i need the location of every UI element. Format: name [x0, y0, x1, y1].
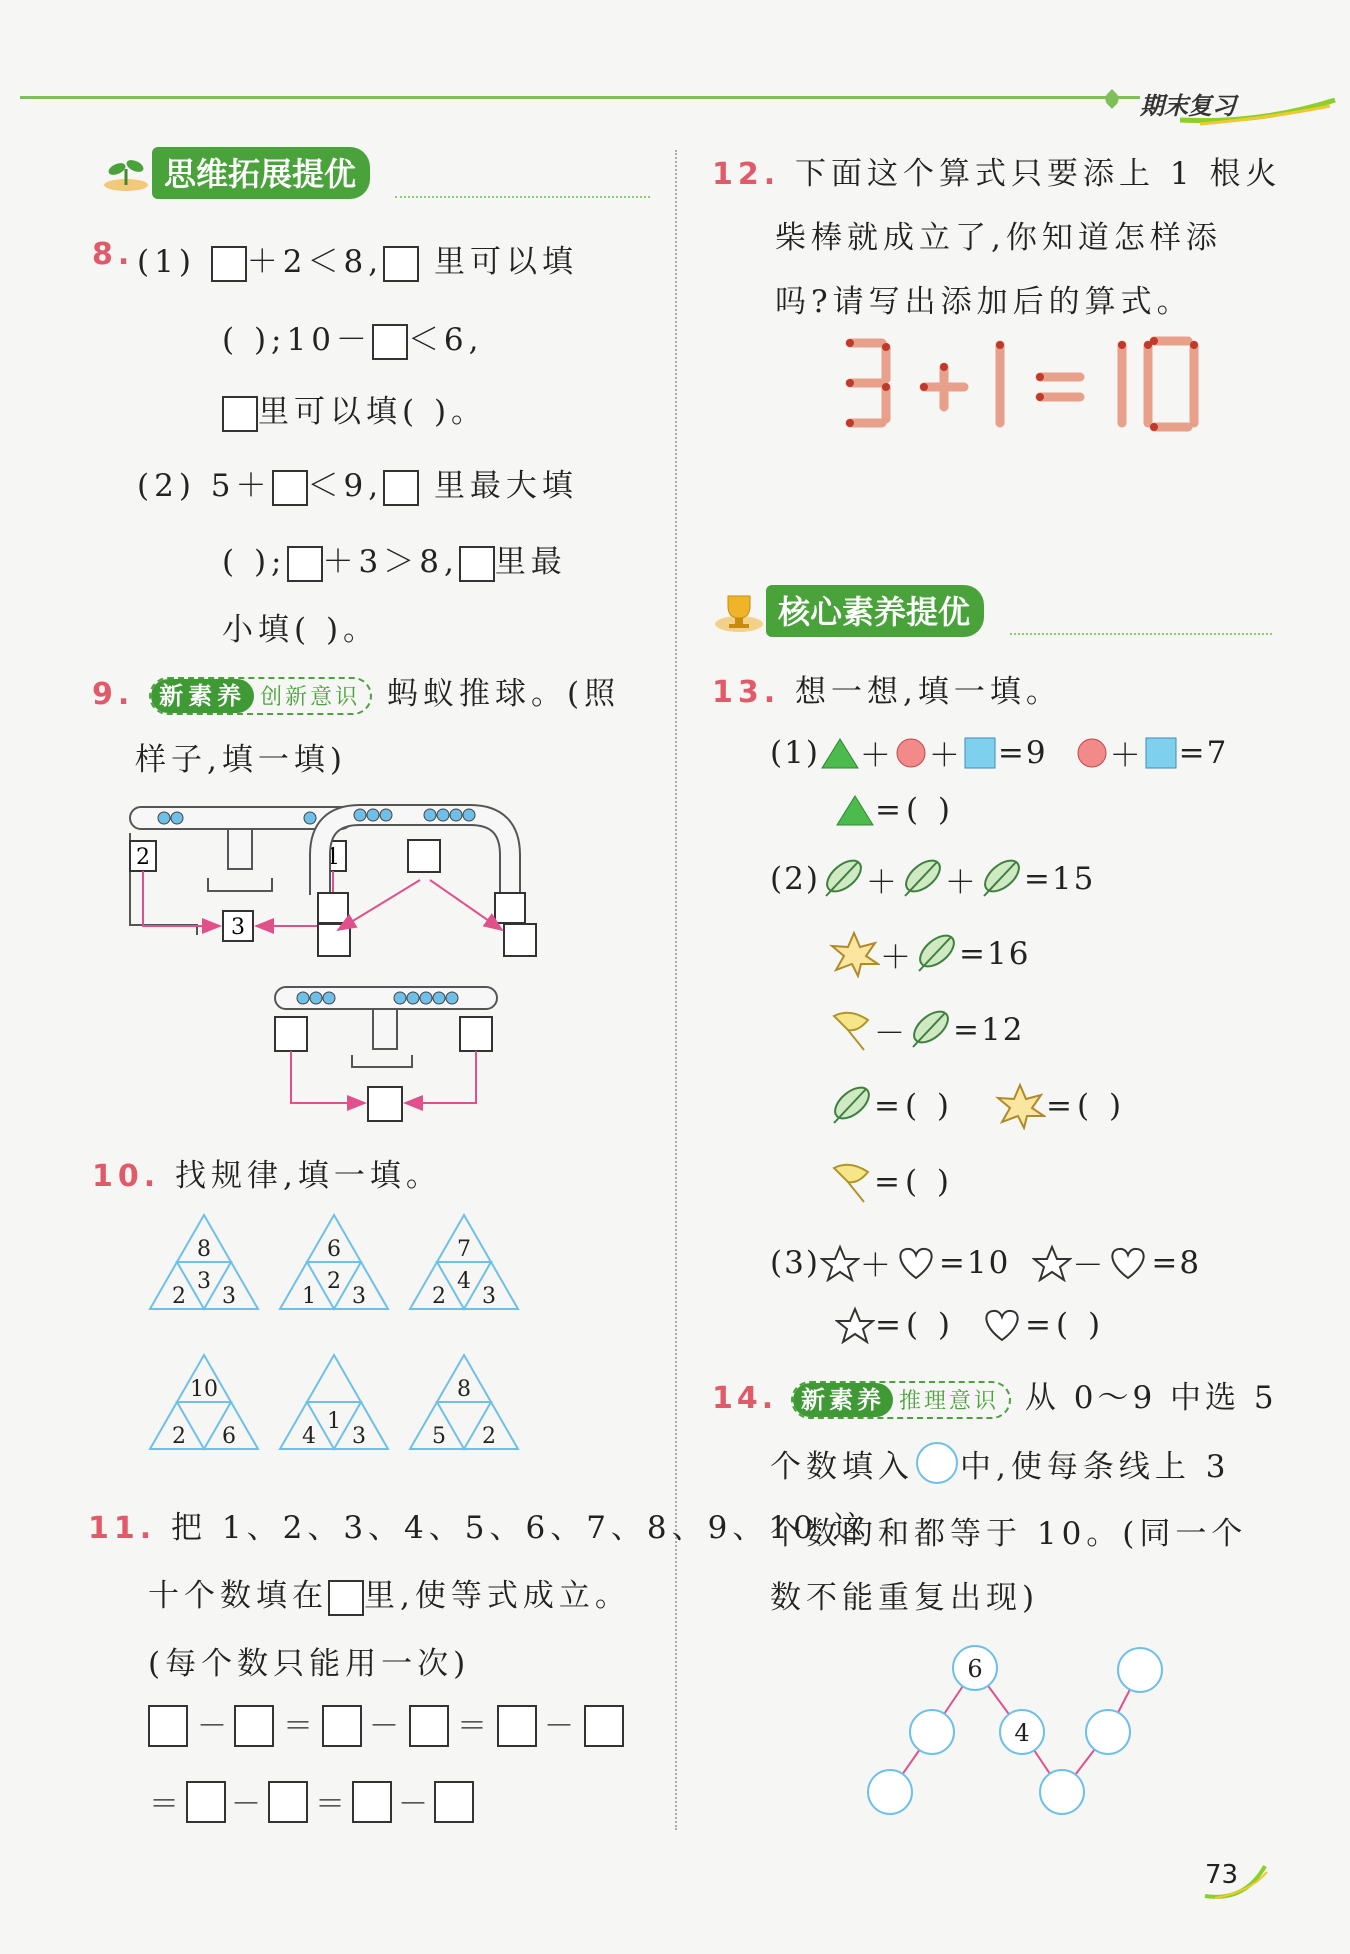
q13-part3-label: (3): [770, 1244, 820, 1281]
triangle-left-value: 4: [302, 1424, 316, 1449]
q14-text: 个数填入: [770, 1448, 914, 1485]
answer-box[interactable]: [211, 246, 247, 282]
q9-tag: [149, 677, 372, 715]
q11-line1: [88, 1502, 869, 1547]
q12-line1: [712, 148, 1281, 193]
q11-line3: (每个数只能用一次): [148, 1646, 471, 1682]
tag-primary: 新素养: [793, 1383, 893, 1417]
circle-icon: [1074, 735, 1110, 771]
q9-text: 蚂蚁推球。(照: [387, 676, 621, 712]
q11-text: 十个数填在: [148, 1578, 328, 1614]
answer-box[interactable]: [287, 546, 323, 582]
answer-box: [328, 1580, 364, 1616]
answer-box[interactable]: [383, 246, 419, 282]
q9-line1: [92, 668, 620, 715]
tag-primary: 新素养: [151, 679, 254, 713]
answer-box: [187, 1782, 225, 1822]
q14-text: 中,使每条线上 3: [960, 1448, 1231, 1485]
answer-box: [323, 1706, 361, 1746]
q10-line: [92, 1150, 442, 1195]
given-top-value: 6: [967, 1655, 983, 1683]
triangle-mid-value: 2: [327, 1269, 341, 1294]
section-dotline-left: [395, 196, 650, 198]
example-right-value: 1: [326, 845, 340, 870]
answer-box[interactable]: [272, 470, 308, 506]
q8-text: ＋2＜8,: [246, 244, 384, 280]
q14-tag: [791, 1381, 1011, 1419]
answer-box: [410, 1706, 448, 1746]
trophy-icon: [712, 588, 766, 634]
number-triangle: [150, 1355, 258, 1449]
triangle-right-value: 6: [222, 1424, 236, 1449]
green-leaf-icon: [899, 856, 945, 902]
section-title-left: 思维拓展提优: [152, 147, 370, 199]
q13-part2-answers: [828, 1082, 1126, 1130]
answer-blank[interactable]: =( ): [874, 1088, 955, 1124]
triangle-puzzles: [140, 1210, 620, 1480]
circle-icon: [893, 735, 929, 771]
triangle-left-value: 1: [302, 1284, 316, 1309]
triangle-top-value: 6: [327, 1237, 341, 1262]
q10-number: 10.: [92, 1159, 161, 1194]
q13-equation-value: =10: [938, 1244, 1011, 1281]
section-header-right: [712, 588, 984, 634]
svg-text:－: －: [369, 1709, 399, 1744]
maple-leaf-icon: [828, 930, 880, 978]
matchstick-equation: [840, 335, 1210, 435]
answer-blank[interactable]: =( ): [875, 1307, 956, 1343]
header-rule: [20, 96, 1140, 99]
q8-line2: [222, 314, 484, 360]
circle-blank: [868, 1770, 912, 1814]
q11-line2: [148, 1570, 631, 1616]
q13-title: 想一想,填一填。: [795, 674, 1062, 710]
q13-part2-answer3: [828, 1158, 954, 1206]
q14-text: 从 0～9 中选 5: [1024, 1380, 1278, 1416]
q10-text: 找规律,填一填。: [175, 1158, 442, 1194]
triangle-left-value: 5: [432, 1424, 446, 1449]
arch-pipe: [318, 809, 536, 956]
answer-box: [269, 1782, 307, 1822]
q13-equation-value: =12: [953, 1012, 1025, 1048]
circle-blank: [1118, 1648, 1162, 1692]
q8-blank-paren[interactable]: ( );: [222, 544, 287, 580]
triangle-left-value: 2: [432, 1284, 446, 1309]
triangle-right-value: 3: [352, 1284, 366, 1309]
q13-part2-label: (2): [770, 861, 820, 897]
q8-text: ＋3＞8,: [322, 544, 459, 580]
q13-part2-line2: ＋ =16: [828, 930, 1030, 978]
q12-text-3: 吗?请写出添加后的算式。: [775, 284, 1193, 320]
q13-part3-answers: [835, 1306, 1105, 1344]
answer-blank[interactable]: =( ): [1025, 1307, 1106, 1343]
ginkgo-leaf-icon: [828, 1158, 874, 1206]
circle-blank: [1086, 1710, 1130, 1754]
header-title: 期末复习: [1140, 92, 1236, 120]
section-header-left: [100, 150, 370, 196]
svg-text:－: －: [197, 1709, 227, 1744]
svg-text:＝: ＝: [457, 1709, 487, 1744]
maple-leaf-icon: [994, 1082, 1046, 1130]
star-icon: [1032, 1244, 1072, 1282]
q8-blank-paren[interactable]: ( );10－: [222, 322, 372, 358]
answer-box: [353, 1782, 391, 1822]
q8-text[interactable]: 里可以填( )。: [258, 394, 488, 430]
q8-text: 里最大填: [433, 468, 578, 504]
q11-number: 11.: [88, 1511, 157, 1546]
q13-part2-line1: (2) ＋ ＋ =15: [770, 856, 1095, 902]
answer-box: [585, 1706, 623, 1746]
q8-line3: [222, 386, 487, 432]
second-t-pipe: [275, 987, 497, 1121]
q13-equation-value: =16: [959, 936, 1031, 972]
triangle-right-value: 3: [222, 1284, 236, 1309]
square-icon: [1143, 735, 1179, 771]
example-result-value: 3: [231, 915, 245, 940]
q8-line1: [137, 236, 578, 282]
triangle-right-value: 2: [482, 1424, 496, 1449]
triangle-top-value: 7: [457, 1237, 471, 1262]
green-leaf-icon: [978, 856, 1024, 902]
star-icon: [820, 1244, 860, 1282]
q13-part3-line1: (3) ＋ =10 － =8: [770, 1244, 1202, 1284]
answer-box: [435, 1782, 473, 1822]
heart-icon: [979, 1306, 1025, 1344]
q13-number: 13.: [712, 675, 781, 710]
triangle-left-value: 2: [172, 1284, 186, 1309]
answer-box[interactable]: [459, 546, 495, 582]
number-triangle: [280, 1355, 388, 1449]
triangle-icon: [835, 792, 875, 828]
section-title-right: 核心素养提优: [766, 585, 984, 637]
q13-part1-answer: [835, 792, 955, 828]
w-circle-diagram: [860, 1640, 1200, 1830]
green-leaf-icon: [820, 856, 866, 902]
q8-line5: [222, 536, 567, 582]
green-leaf-icon: [907, 1007, 953, 1053]
q11-equation: [145, 1700, 645, 1830]
answer-box: [149, 1706, 187, 1746]
q9-number: 9.: [92, 677, 135, 712]
sprout-icon: [100, 151, 152, 195]
leaf-icon: [1102, 89, 1122, 109]
q8-number: 8.: [92, 237, 135, 272]
svg-text:－: －: [398, 1787, 428, 1822]
answer-box[interactable]: [222, 396, 258, 432]
answer-box: [235, 1706, 273, 1746]
answer-box[interactable]: [372, 324, 408, 360]
column-divider: [675, 150, 677, 1830]
star-icon: [835, 1306, 875, 1344]
page-swoosh-icon: [1195, 1862, 1275, 1902]
swoosh-icon: [1180, 98, 1340, 128]
q14-line3: 个数的和都等于 10。(同一个: [770, 1516, 1248, 1552]
page-number: 73: [1205, 1860, 1239, 1890]
triangle-mid-value: 3: [197, 1269, 211, 1294]
answer-blank[interactable]: =( ): [875, 792, 956, 828]
answer-box: [498, 1706, 536, 1746]
q13-part1-label: (1): [770, 734, 820, 771]
svg-text:＝: ＝: [283, 1709, 313, 1744]
given-mid-value: 4: [1014, 1719, 1030, 1747]
q9-text-2: 样子,填一填): [135, 742, 347, 778]
circle-blank-icon: [914, 1440, 960, 1486]
q14-line1: [712, 1372, 1278, 1419]
triangle-top-value: 8: [457, 1377, 471, 1402]
green-leaf-icon: [913, 931, 959, 977]
triangle-mid-value: 4: [457, 1269, 471, 1294]
number-triangle: [410, 1355, 518, 1449]
answer-blank[interactable]: =( ): [1046, 1088, 1127, 1124]
answer-blank[interactable]: =( ): [874, 1164, 955, 1200]
triangle-left-value: 2: [172, 1424, 186, 1449]
q14-line2: [770, 1440, 1230, 1486]
q13-part1-line1: (1) ＋ ＋ =9 ＋ =7: [770, 734, 1229, 774]
q14-line4: 数不能重复出现): [770, 1580, 1040, 1616]
q13-part2-line3: － =12: [828, 1006, 1024, 1054]
q12-number: 12.: [712, 157, 781, 192]
tag-secondary: 创新意识: [260, 685, 361, 710]
circle-blank: [910, 1710, 954, 1754]
heart-icon: [893, 1244, 939, 1282]
triangle-mid-value: 1: [327, 1409, 341, 1434]
q8-line4: [137, 460, 578, 506]
triangle-icon: [820, 735, 860, 771]
q13-equation-value: =8: [1151, 1244, 1202, 1281]
svg-text:＝: ＝: [149, 1787, 179, 1822]
triangle-top-value: 8: [197, 1237, 211, 1262]
q12-text: 下面这个算式只要添上 1 根火: [795, 156, 1282, 192]
q8-part2-label: (2) 5＋: [137, 468, 272, 504]
q11-text: 把 1、2、3、4、5、6、7、8、9、10 这: [171, 1510, 869, 1546]
q13-equation-value: =7: [1178, 734, 1229, 771]
number-triangle: [150, 1215, 258, 1309]
example-left-value: 2: [136, 845, 150, 870]
svg-text:＝: ＝: [315, 1787, 345, 1822]
number-triangle: [280, 1215, 388, 1309]
q8-text: ＜6,: [407, 322, 484, 358]
section-dotline-right: [1010, 633, 1272, 635]
number-triangle: [410, 1215, 518, 1309]
circle-blank: [1040, 1770, 1084, 1814]
answer-box[interactable]: [383, 470, 419, 506]
q8-text: 里最: [494, 544, 567, 580]
q8-text: ＜9,: [307, 468, 384, 504]
q8-line6: [222, 604, 379, 649]
svg-text:－: －: [544, 1709, 574, 1744]
ginkgo-leaf-icon: [828, 1006, 874, 1054]
triangle-right-value: 3: [352, 1424, 366, 1449]
q8-text[interactable]: 小填( )。: [222, 612, 380, 648]
q12-text-2: 柴棒就成立了,你知道怎样添: [775, 220, 1222, 256]
q11-text: 里,使等式成立。: [364, 1578, 631, 1614]
green-leaf-icon: [828, 1083, 874, 1129]
triangle-top-value: 10: [190, 1377, 218, 1402]
svg-text:－: －: [231, 1787, 261, 1822]
ant-push-diagrams: [120, 795, 650, 1140]
tag-secondary: 推理意识: [899, 1389, 1000, 1414]
q13-equation-value: =9: [997, 734, 1048, 771]
q8-text: 里可以填: [433, 244, 578, 280]
square-icon: [962, 735, 998, 771]
q14-number: 14.: [712, 1381, 778, 1416]
q13-equation-value: =15: [1023, 861, 1096, 897]
triangle-right-value: 3: [482, 1284, 496, 1309]
q13-title-line: [712, 666, 1062, 711]
heart-icon: [1105, 1244, 1151, 1282]
q8-part1-label: (1): [137, 244, 196, 280]
